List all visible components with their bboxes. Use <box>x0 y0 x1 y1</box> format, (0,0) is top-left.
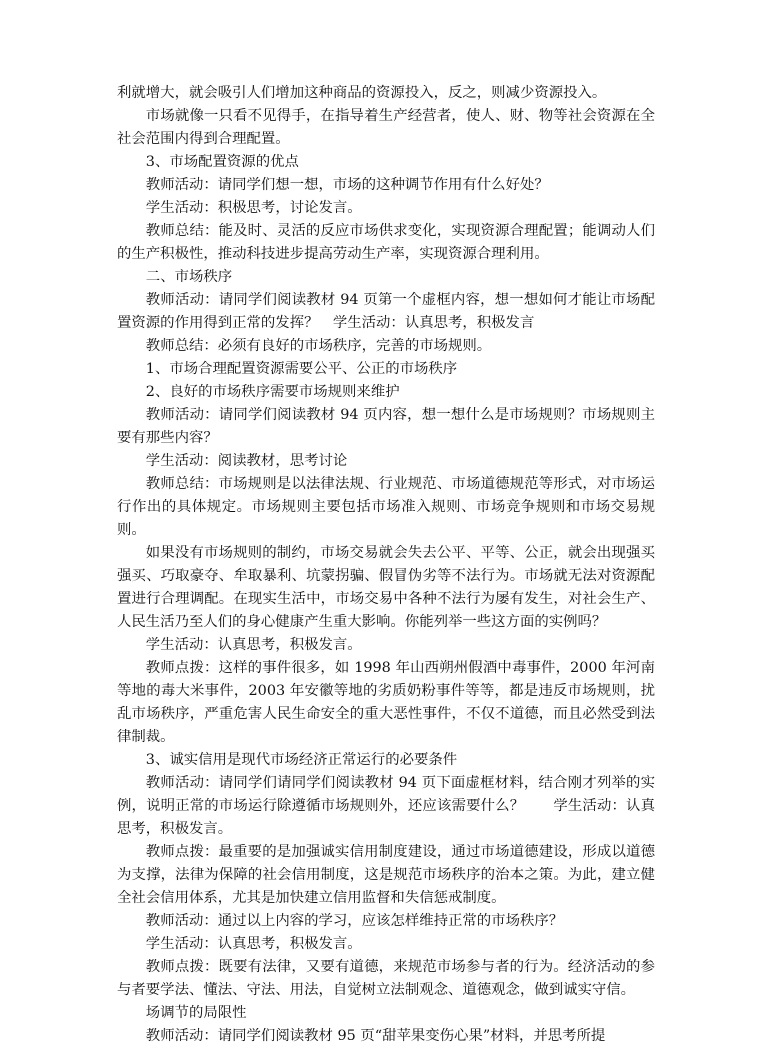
paragraph: 学生活动：认真思考，积极发言。 <box>145 637 362 653</box>
paragraph: 教师活动：请同学们阅读教材 94 页内容，想一想什么是市场规则？市场规则主要有那些内容？ <box>117 407 655 446</box>
paragraph: 市场就像一只看不见得手，在指导着生产经营者，使人、财、物等社会资源在全社会范围内得到合理配置。 <box>117 108 655 147</box>
paragraph: 教师活动：请同学们请同学们阅读教材 94 页下面虚框材料，结合刚才列举的实例，说明正常的市场运行除遵循市场规则外，还应该需要什么？ 学生活动：认真思考，积极发言。 <box>117 775 655 837</box>
section-heading: 场调节的局限性 <box>145 1005 247 1021</box>
paragraph: 教师总结：能及时、灵活的反应市场供求变化，实现资源合理配置；能调动人们的生产积极性，推动科技进步提高劳动生产率，实现资源合理利用。 <box>117 223 655 262</box>
paragraph: 利就增大，就会吸引人们增加这种商品的资源投入，反之，则减少资源投入。 <box>117 85 607 101</box>
section-heading: 2、良好的市场秩序需要市场规则来维护 <box>145 384 400 400</box>
paragraph: 学生活动：积极思考，讨论发言。 <box>145 200 362 216</box>
paragraph: 教师活动：请同学们阅读教材 94 页第一个虚框内容，想一想如何才能让市场配置资源的作用得到正常的发挥？ 学生活动：认真思考，积极发言 <box>117 292 655 331</box>
paragraph: 如果没有市场规则的制约，市场交易就会失去公平、平等、公正，就会出现强买强买、巧取豪夺、牟取暴利、坑蒙拐骗、假冒伪劣等不法行为。市场就无法对资源配置进行合理调配。在现实生活中，市场交易中各种不法行为屡有发生，对社会生产、人民生活乃至人们的身心健康产生重大影响。你能列举一些这方面的实例吗？ <box>117 545 655 630</box>
paragraph: 教师活动：请同学们想一想，市场的这种调节作用有什么好处？ <box>145 177 549 193</box>
document-page <box>117 82 655 1048</box>
section-heading: 二、市场秩序 <box>145 269 233 285</box>
paragraph: 教师点拨：最重要的是加强诚实信用制度建设，通过市场道德建设，形成以道德为支撑，法律为保障的社会信用制度，这是规范市场秩序的治本之策。为此，建立健全社会信用体系，尤其是加快建立信用监督和失信惩戒制度。 <box>117 844 655 906</box>
section-heading: 3、诚实信用是现代市场经济正常运行的必要条件 <box>145 752 458 768</box>
section-heading: 3、市场配置资源的优点 <box>145 154 299 170</box>
paragraph: 教师点拨：既要有法律，又要有道德，来规范市场参与者的行为。经济活动的参与者要学法、懂法、守法、用法，自觉树立法制观念、道德观念，做到诚实守信。 <box>117 959 655 998</box>
paragraph: 教师点拨：这样的事件很多，如 1998 年山西朔州假酒中毒事件，2000 年河南等地的毒大米事件，2003 年安徽等地的劣质奶粉事件等等，都是违反市场规则，扰乱市场秩序，严重危害人民生命安全的重大恶性事件，不仅不道德，而且必然受到法律制裁。 <box>117 660 655 745</box>
paragraph: 教师总结：市场规则是以法律法规、行业规范、市场道德规范等形式，对市场运行作出的具体规定。市场规则主要包括市场准入规则、市场竞争规则和市场交易规则。 <box>117 476 655 538</box>
paragraph: 学生活动：阅读教材，思考讨论 <box>145 453 348 469</box>
paragraph: 学生活动：认真思考，积极发言。 <box>145 936 362 952</box>
paragraph: 教师活动：通过以上内容的学习，应该怎样维持正常的市场秩序？ <box>145 913 564 929</box>
paragraph: 教师总结：必须有良好的市场秩序，完善的市场规则。 <box>145 338 492 354</box>
paragraph: 教师活动：请同学们阅读教材 95 页“甜苹果变伤心果”材料，并思考所提 <box>145 1028 606 1044</box>
section-heading: 1、市场合理配置资源需要公平、公正的市场秩序 <box>145 361 458 377</box>
